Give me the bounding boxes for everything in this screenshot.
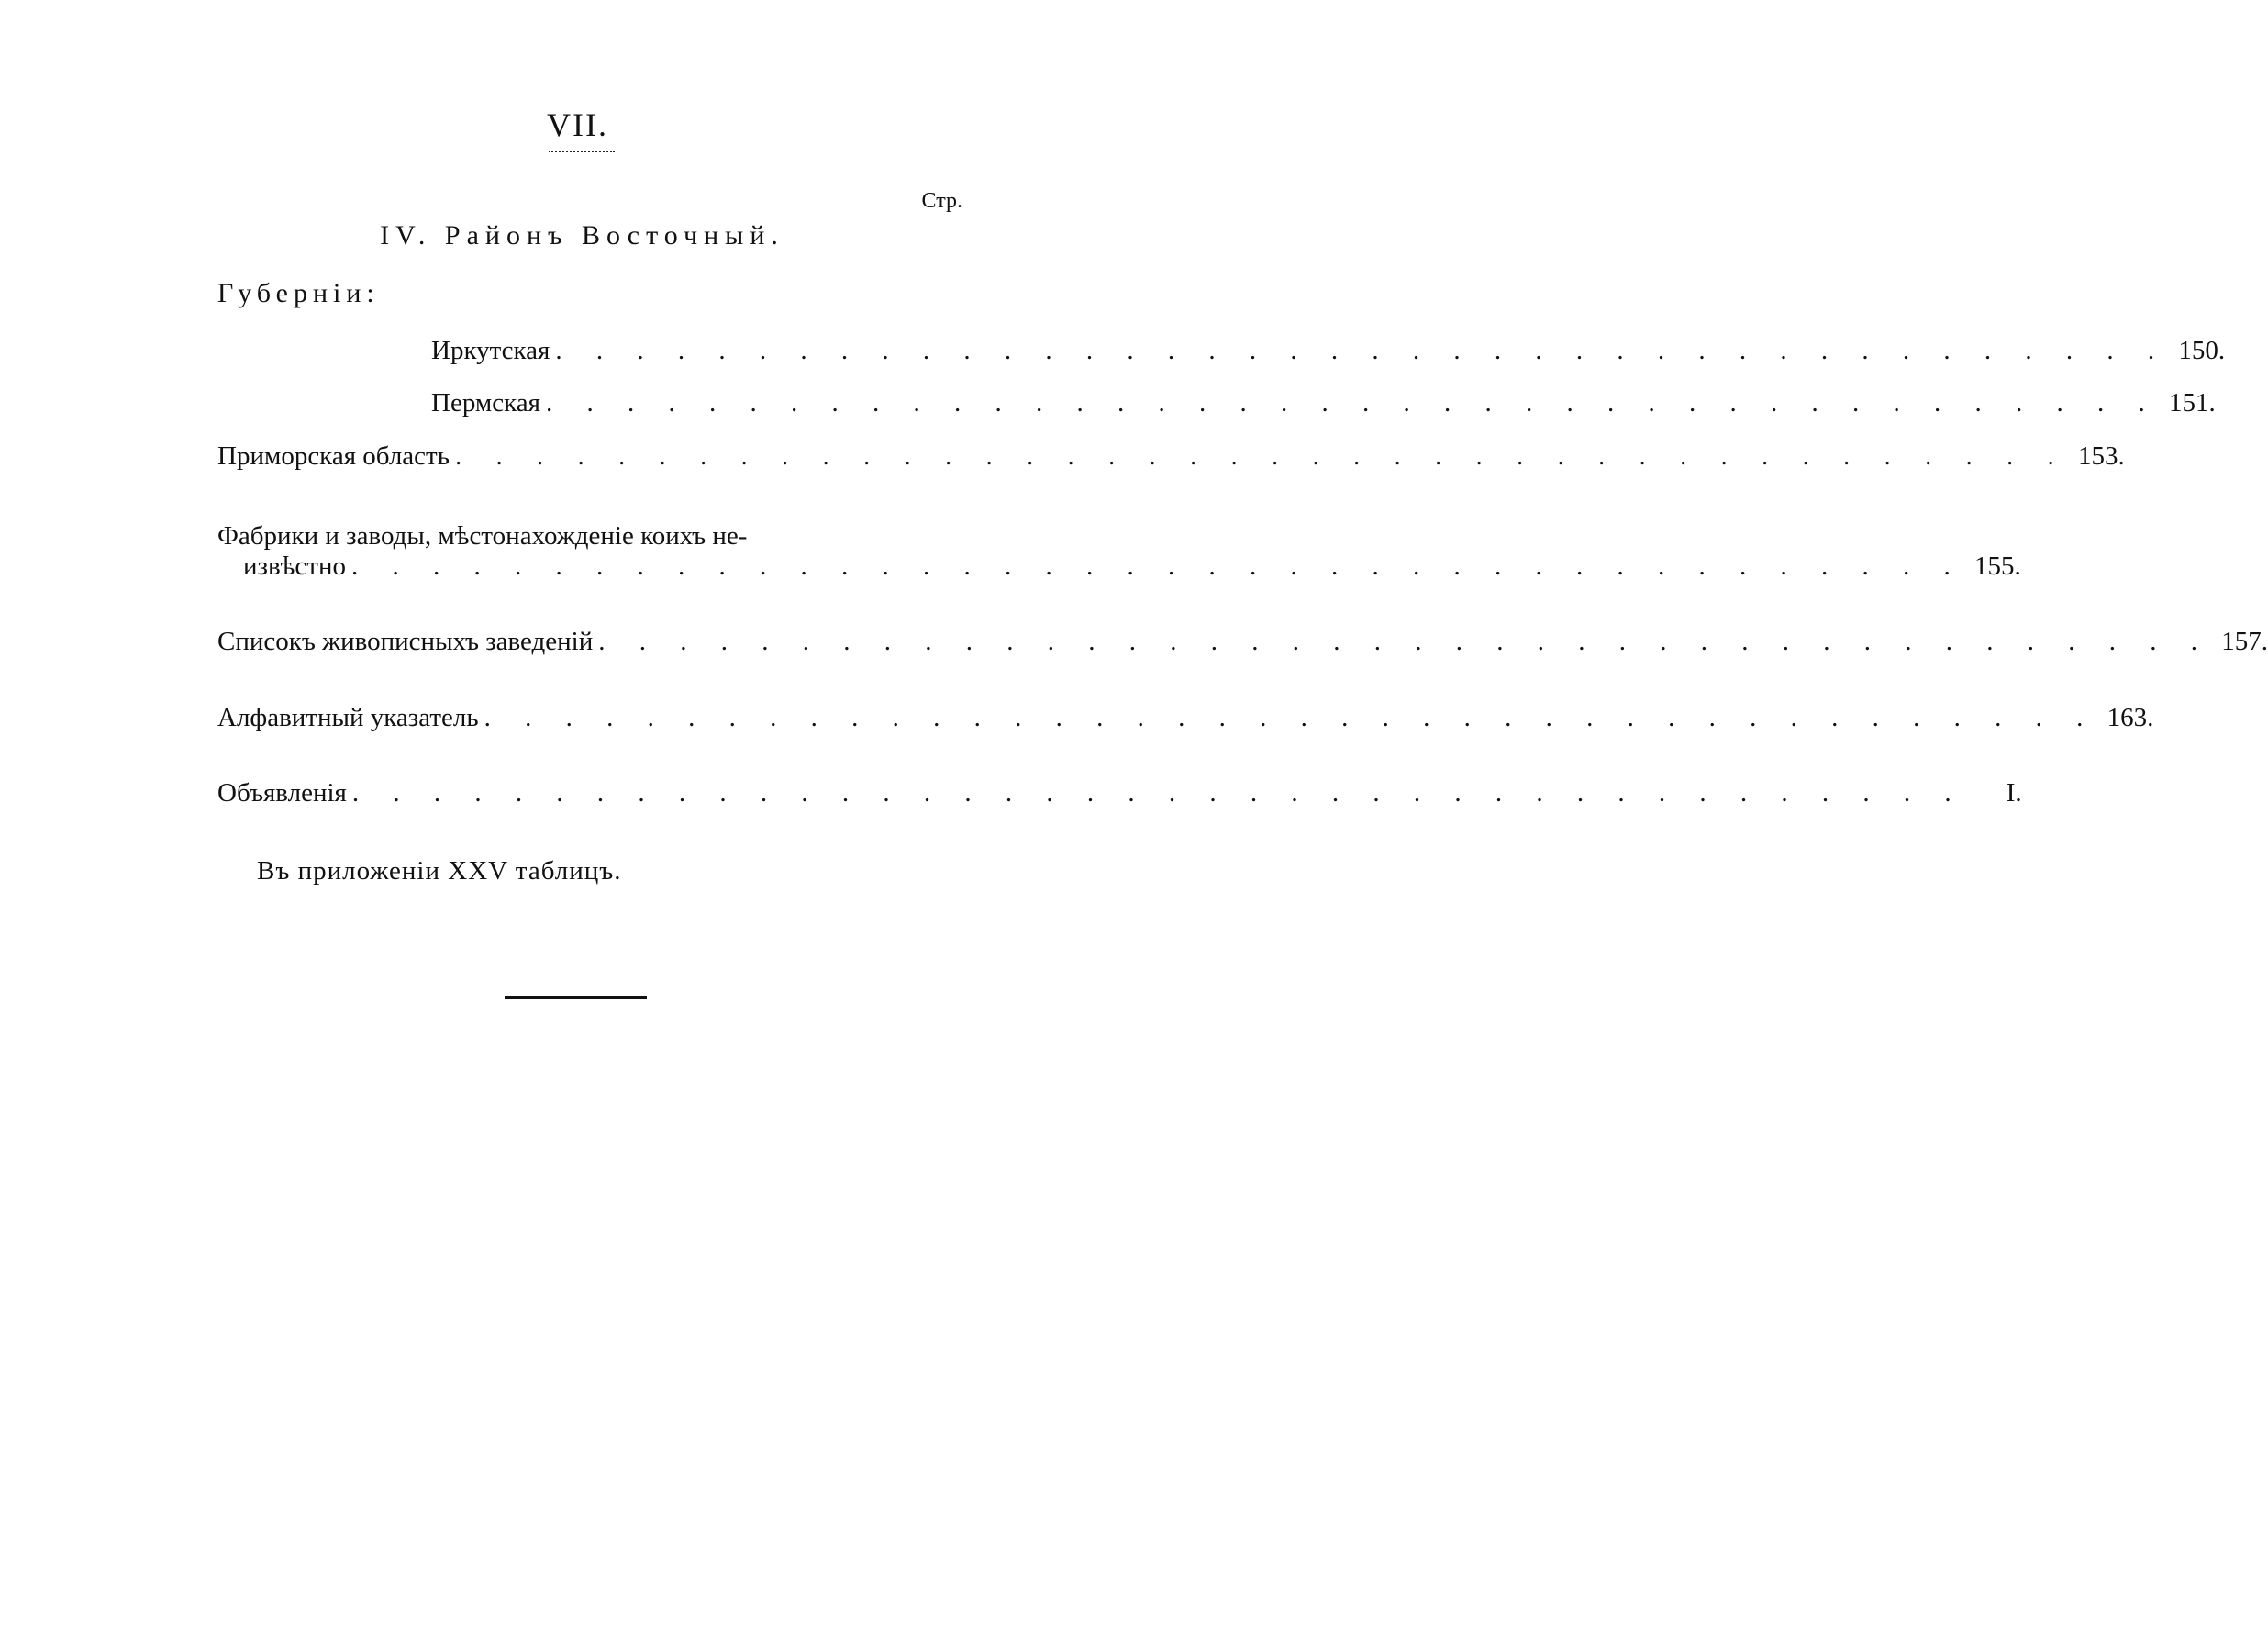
toc-entry-page: 155.: [1973, 552, 2021, 581]
toc-entry-page: 163.: [2107, 703, 2154, 732]
toc-entry-label: Пермская: [431, 388, 540, 418]
toc-leader-dots: . . . . . . . . . . . . . . . . . . . . . . . . . . . . . . . . . . . . . . . .: [545, 388, 2159, 418]
page-column-label: Стр.: [921, 189, 962, 213]
toc-entry-factories: [243, 552, 2021, 581]
toc-entry-irkutsk: [431, 336, 2226, 365]
section-heading: IV. Районъ Восточный.: [380, 220, 784, 251]
toc-entry-label: Алфавитный указатель: [217, 703, 479, 732]
toc-entry-primorskaya: [217, 441, 2125, 471]
toc-leader-dots: . . . . . . . . . . . . . . . . . . . . . . . . . . . . . . . . . . . . . . . .: [351, 778, 1965, 808]
toc-entry-perm: [431, 388, 2216, 418]
toc-entry-label: Иркутская: [431, 336, 550, 365]
toc-leader-dots: . . . . . . . . . . . . . . . . . . . . . . . . . . . . . . . . . . . . . . . .: [484, 703, 2097, 732]
toc-entry-factories-line1: Фабрики и заводы, мѣстонахожденіе коихъ не-: [217, 521, 748, 551]
page-number: VII.: [547, 106, 608, 143]
toc-leader-dots: . . . . . . . . . . . . . . . . . . . . . . . . . . . . . . . . . . . . . . . .: [350, 552, 1964, 581]
toc-leader-dots: . . . . . . . . . . . . . . . . . . . . . . . . . . . . . . . . . . . . . . . .: [454, 441, 2068, 471]
page-number-underline: [549, 151, 615, 152]
toc-entry-announcements: [217, 778, 2022, 808]
toc-entry-page: I.: [2006, 778, 2022, 808]
toc-leader-dots: . . . . . . . . . . . . . . . . . . . . . . . . . . . . . . . . . . . . . . . .: [598, 627, 2212, 656]
toc-entry-index: [217, 703, 2154, 732]
toc-entry-page: 153.: [2077, 441, 2125, 471]
appendix-note: Въ приложеніи XXV таблицъ.: [257, 856, 622, 886]
toc-entry-label: Приморская область: [217, 441, 450, 471]
toc-entry-page: 157.: [2221, 627, 2268, 656]
toc-entry-label: Списокъ живописныхъ заведеній: [217, 627, 594, 656]
group-heading: Губерніи:: [217, 278, 380, 308]
toc-entry-page: 150.: [2178, 336, 2226, 365]
toc-entry-painting-list: [217, 627, 2268, 656]
end-rule: [505, 996, 647, 999]
toc-entry-label: Объявленія: [217, 778, 347, 808]
toc-leader-dots: . . . . . . . . . . . . . . . . . . . . . . . . . . . . . . . . . . . . . . . .: [555, 336, 2169, 365]
toc-entry-label: извѣстно: [243, 552, 346, 581]
toc-entry-page: 151.: [2168, 388, 2216, 418]
